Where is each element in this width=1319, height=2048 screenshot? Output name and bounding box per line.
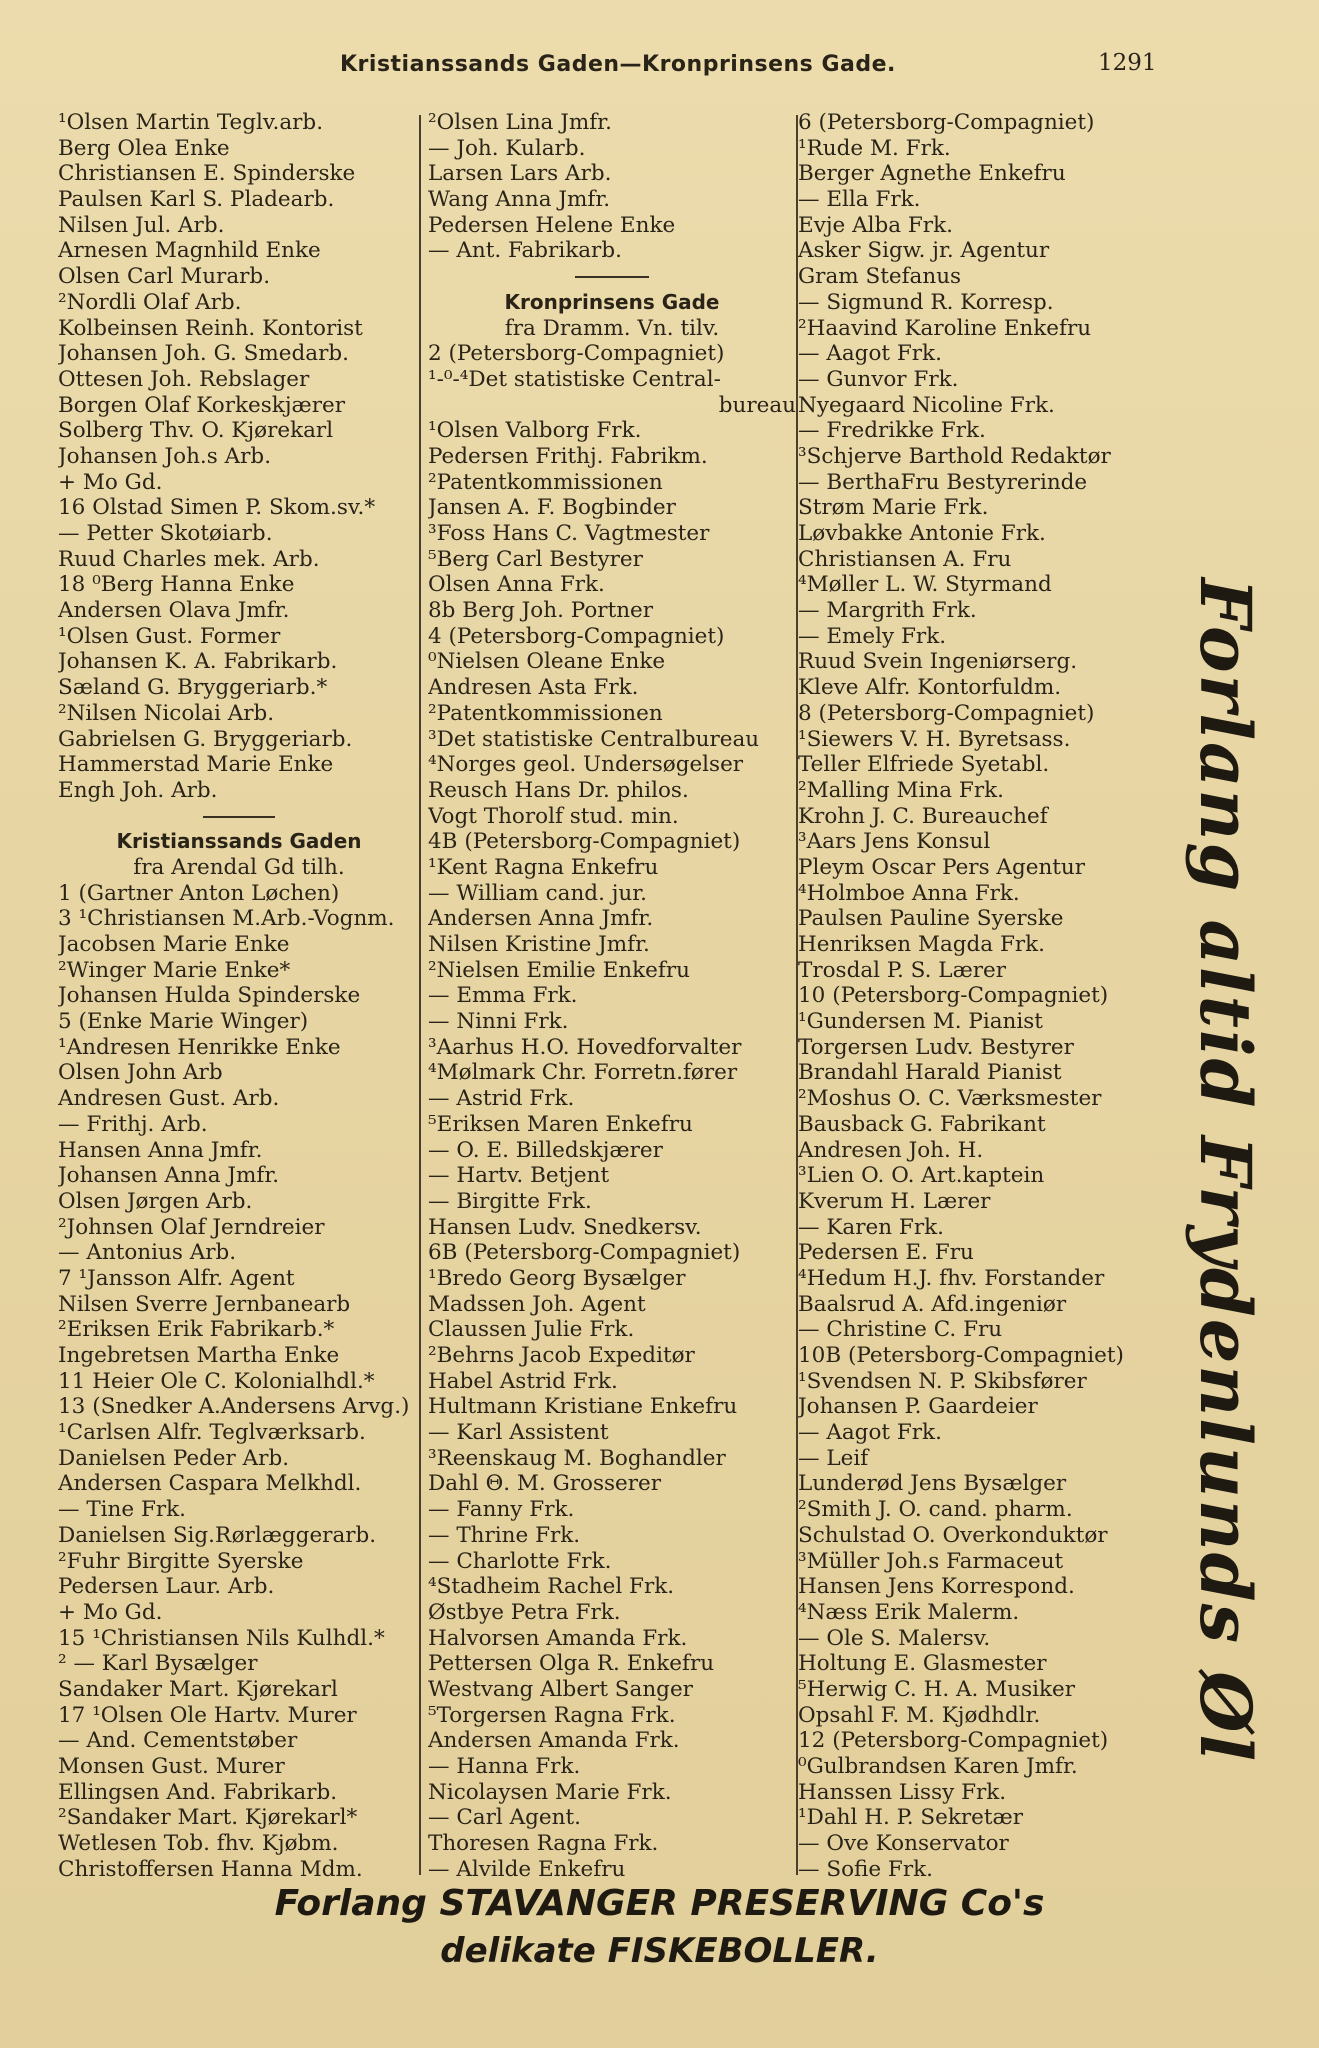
directory-entry: Hansen Jens Korrespond. xyxy=(798,1574,1075,1600)
directory-entry: Kleve Alfr. Kontorfuldm. xyxy=(798,675,1062,701)
directory-entry: Danielsen Peder Arb. xyxy=(58,1445,290,1471)
directory-entry: — Tine Frk. xyxy=(58,1497,187,1523)
directory-entry: — Alvilde Enkefru xyxy=(428,1856,626,1882)
directory-entry: ²Haavind Karoline Enkefru xyxy=(798,315,1092,341)
directory-entry: Solberg Thv. O. Kjørekarl xyxy=(58,418,334,444)
directory-entry: Andersen Caspara Melkhdl. xyxy=(58,1471,362,1497)
directory-entry: Vogt Thorolf stud. min. xyxy=(428,803,679,829)
directory-entry: ¹Andresen Henrikke Enke xyxy=(58,1034,341,1060)
directory-entry: — Karl Assistent xyxy=(428,1420,609,1446)
directory-entry: + Mo Gd. xyxy=(58,469,163,495)
directory-entry: Schulstad O. Overkonduktør xyxy=(798,1522,1108,1548)
directory-entry: ⁴Hedum H.J. fhv. Forstander xyxy=(798,1265,1105,1291)
directory-entry: Pedersen Laur. Arb. xyxy=(58,1574,275,1600)
directory-entry: 4B (Petersborg-Compagniet) xyxy=(428,829,741,855)
directory-entry: — Frithj. Arb. xyxy=(58,1111,208,1137)
directory-entry: ¹Bredo Georg Bysælger xyxy=(428,1265,686,1291)
directory-entry: — William cand. jur. xyxy=(428,880,647,906)
directory-entry: Andersen Olava Jmfr. xyxy=(58,598,290,624)
directory-entry: — Fredrikke Frk. xyxy=(798,418,986,444)
directory-entry: Halvorsen Amanda Frk. xyxy=(428,1625,688,1651)
directory-entry: Nyegaard Nicoline Frk. xyxy=(798,392,1055,418)
directory-entry: Hansen Anna Jmfr. xyxy=(58,1137,263,1163)
directory-entry: — Ella Frk. xyxy=(798,187,921,213)
directory-entry: ¹Rude M. Frk. xyxy=(798,135,951,161)
directory-entry: Opsahl F. M. Kjødhdlr. xyxy=(798,1702,1041,1728)
directory-entry: Ottesen Joh. Rebslager xyxy=(58,366,310,392)
directory-entry: ⁴Møller L. W. Styrmand xyxy=(798,572,1052,598)
directory-entry: ²Winger Marie Enke* xyxy=(58,957,291,983)
directory-entry: Christiansen E. Spinderske xyxy=(58,161,356,187)
directory-entry: 6B (Petersborg-Compagniet) xyxy=(428,1240,741,1266)
directory-entry: Olsen Carl Murarb. xyxy=(58,264,271,290)
directory-entry: Sandaker Mart. Kjørekarl xyxy=(58,1676,338,1702)
directory-entry: Larsen Lars Arb. xyxy=(428,161,612,187)
directory-entry: — Carl Agent. xyxy=(428,1805,581,1831)
directory-entry: Andresen Asta Frk. xyxy=(428,675,639,701)
directory-entry: ⁵Herwig C. H. A. Musiker xyxy=(798,1676,1076,1702)
directory-entry: Christiansen A. Fru xyxy=(798,546,1012,572)
column-2 xyxy=(428,110,796,1880)
directory-entry: Hammerstad Marie Enke xyxy=(58,752,334,778)
directory-entry: ⁵Berg Carl Bestyrer xyxy=(428,546,643,572)
directory-entry: Ellingsen And. Fabrikarb. xyxy=(58,1779,338,1805)
directory-entry: Henriksen Magda Frk. xyxy=(798,932,1046,957)
directory-entry: ²Smith J. O. cand. pharm. xyxy=(798,1497,1073,1523)
directory-entry: — Ove Konservator xyxy=(798,1831,1009,1857)
directory-entry: Torgersen Ludv. Bestyrer xyxy=(798,1034,1074,1060)
directory-entry: — Petter Skotøiarb. xyxy=(58,521,273,546)
directory-entry: Olsen John Arb xyxy=(58,1060,223,1086)
directory-entry: Jacobsen Marie Enke xyxy=(58,932,290,957)
directory-entry: Engh Joh. Arb. xyxy=(58,777,218,803)
directory-entry: Wang Anna Jmfr. xyxy=(428,187,611,213)
directory-entry: Andresen Gust. Arb. xyxy=(58,1086,280,1112)
directory-entry: Ruud Charles mek. Arb. xyxy=(58,546,320,572)
directory-entry: — Astrid Frk. xyxy=(428,1086,575,1112)
directory-entry: — Joh. Kularb. xyxy=(428,135,586,161)
directory-entry: Nilsen Kristine Jmfr. xyxy=(428,932,650,957)
section-divider xyxy=(428,264,796,290)
directory-entry: — Emely Frk. xyxy=(798,623,947,649)
directory-entry: Pedersen Helene Enke xyxy=(428,212,676,238)
directory-entry: ¹Siewers V. H. Byretsass. xyxy=(798,726,1071,752)
directory-entry: — Emma Frk. xyxy=(428,983,578,1009)
directory-entry: 11 Heier Ole C. Kolonialhdl.* xyxy=(58,1368,375,1394)
directory-entry: 18 ⁰Berg Hanna Enke xyxy=(58,572,295,598)
directory-entry: Johansen Anna Jmfr. xyxy=(58,1163,280,1189)
directory-entry: — Christine C. Fru xyxy=(798,1317,1003,1343)
directory-entry: 13 (Snedker A.Andersens Arvg.) xyxy=(58,1394,410,1420)
directory-entry: — Hartv. Betjent xyxy=(428,1163,610,1189)
directory-entry: ¹Olsen Valborg Frk. xyxy=(428,418,642,444)
directory-entry: ¹Dahl H. P. Sekretær xyxy=(798,1805,1024,1831)
directory-entry: ²Johnsen Olaf Jerndreier xyxy=(58,1214,325,1240)
directory-entry: Brandahl Harald Pianist xyxy=(798,1060,1062,1086)
directory-entry: ⁴Stadheim Rachel Frk. xyxy=(428,1574,675,1600)
directory-entry: Ingebretsen Martha Enke xyxy=(58,1343,340,1368)
directory-entry: — Leif xyxy=(798,1445,869,1471)
directory-entry: ⁴Mølmark Chr. Forretn.fører xyxy=(428,1060,738,1086)
directory-entry: Madssen Joh. Agent xyxy=(428,1291,646,1317)
directory-entry: Olsen Anna Frk. xyxy=(428,572,605,598)
directory-entry: 15 ¹Christiansen Nils Kulhdl.* xyxy=(58,1625,385,1651)
directory-entry: Johansen Joh. G. Smedarb. xyxy=(58,341,349,367)
directory-entry: Hanssen Lissy Frk. xyxy=(798,1779,1007,1805)
directory-entry: ³Schjerve Barthold Redaktør xyxy=(798,443,1111,469)
directory-entry: Hultmann Kristiane Enkefru xyxy=(428,1394,738,1420)
directory-entry: Andersen Anna Jmfr. xyxy=(428,906,654,932)
directory-entry: 6 (Petersborg-Compagniet) xyxy=(798,110,1095,135)
directory-entry: Habel Astrid Frk. xyxy=(428,1368,618,1394)
directory-entry: Johansen P. Gaardeier xyxy=(798,1394,1038,1420)
directory-entry: — Fanny Frk. xyxy=(428,1497,575,1523)
directory-entry: Thoresen Ragna Frk. xyxy=(428,1831,659,1857)
directory-entry: Pedersen Frithj. Fabrikm. xyxy=(428,443,708,469)
directory-entry: — Thrine Frk. xyxy=(428,1522,581,1548)
directory-entry: Østbye Petra Frk. xyxy=(428,1599,621,1625)
directory-entry: — O. E. Billedskjærer xyxy=(428,1137,663,1163)
directory-entry: Christoffersen Hanna Mdm. xyxy=(58,1856,363,1882)
directory-entry: Asker Sigw. jr. Agentur xyxy=(798,238,1050,264)
column-1 xyxy=(58,110,420,1880)
directory-entry: Trosdal P. S. Lærer xyxy=(798,957,1007,983)
directory-entry: — Aagot Frk. xyxy=(798,341,942,367)
directory-entry: ⁵Torgersen Ragna Frk. xyxy=(428,1702,676,1728)
directory-entry: ¹Olsen Gust. Former xyxy=(58,623,281,649)
directory-entry: Gabrielsen G. Bryggeriarb. xyxy=(58,726,353,752)
directory-entry: Evje Alba Frk. xyxy=(798,212,953,238)
directory-entry: ⁰Nielsen Oleane Enke xyxy=(428,649,666,675)
directory-entry: ¹Carlsen Alfr. Teglværksarb. xyxy=(58,1420,366,1446)
directory-entry: 12 (Petersborg-Compagniet) xyxy=(798,1728,1109,1754)
directory-entry: 3 ¹Christiansen M.Arb.-Vognm. xyxy=(58,906,395,932)
directory-entry: 2 (Petersborg-Compagniet) xyxy=(428,341,725,367)
directory-entry: Strøm Marie Frk. xyxy=(798,495,989,521)
directory-entry: Teller Elfriede Syetabl. xyxy=(798,752,1050,778)
directory-entry: Lunderød Jens Bysælger xyxy=(798,1471,1067,1497)
directory-entry: Johansen K. A. Fabrikarb. xyxy=(58,649,338,675)
directory-entry: 1 (Gartner Anton Løchen) xyxy=(58,880,340,906)
directory-entry: 10B (Petersborg-Compagniet) xyxy=(798,1343,1124,1368)
directory-entry: Wetlesen Tob. fhv. Kjøbm. xyxy=(58,1831,339,1857)
directory-entry: ⁴Næss Erik Malerm. xyxy=(798,1599,1020,1625)
directory-entry: ²Nilsen Nicolai Arb. xyxy=(58,700,275,726)
directory-entry: 4 (Petersborg-Compagniet) xyxy=(428,623,725,649)
directory-entry: Claussen Julie Frk. xyxy=(428,1317,635,1343)
directory-entry: Reusch Hans Dr. philos. xyxy=(428,777,689,803)
directory-entry: — Ninni Frk. xyxy=(428,1009,569,1035)
directory-entry: Ruud Svein Ingeniørserg. xyxy=(798,649,1078,675)
directory-entry: ³Aarhus H.O. Hovedforvalter xyxy=(428,1034,742,1060)
directory-entry: — Birgitte Frk. xyxy=(428,1188,592,1214)
directory-entry: Nilsen Jul. Arb. xyxy=(58,212,225,238)
directory-entry: Andersen Amanda Frk. xyxy=(428,1728,680,1754)
directory-entry: Johansen Hulda Spinderske xyxy=(58,983,361,1009)
directory-entry: ⁰Gulbrandsen Karen Jmfr. xyxy=(798,1754,1078,1779)
directory-entry: Paulsen Pauline Syerske xyxy=(798,906,1064,932)
directory-entry: — Gunvor Frk. xyxy=(798,366,959,392)
directory-entry: 10 (Petersborg-Compagniet) xyxy=(798,983,1109,1009)
directory-entry: ³Foss Hans C. Vagtmester xyxy=(428,521,710,546)
directory-entry: Sæland G. Bryggeriarb.* xyxy=(58,675,328,701)
side-advertisement-text: Forlang altid Frydenlunds Øl xyxy=(1183,577,1267,1763)
directory-entry: Kolbeinsen Reinh. Kontorist xyxy=(58,315,363,341)
directory-entry: — Sofie Frk. xyxy=(798,1856,933,1882)
directory-entry: — And. Cementstøber xyxy=(58,1728,298,1754)
directory-entry: Dahl Θ. M. Grosserer xyxy=(428,1471,662,1497)
directory-entry: — Aagot Frk. xyxy=(798,1420,942,1446)
directory-entry: ⁵Eriksen Maren Enkefru xyxy=(428,1111,693,1137)
directory-entry: Borgen Olaf Korkeskjærer xyxy=(58,392,345,418)
directory-entry: ²Malling Mina Frk. xyxy=(798,777,1004,803)
directory-entry: ²Sandaker Mart. Kjørekarl* xyxy=(58,1805,358,1831)
footer-advertisement xyxy=(0,1880,1319,1974)
directory-entry: ²Fuhr Birgitte Syerske xyxy=(58,1548,304,1574)
directory-entry: ¹Svendsen N. P. Skibsfører xyxy=(798,1368,1087,1394)
directory-entry: ²Moshus O. C. Værksmester xyxy=(798,1086,1102,1112)
directory-entry: ¹Olsen Martin Teglv.arb. xyxy=(58,110,324,135)
directory-entry: 8b Berg Joh. Portner xyxy=(428,598,654,624)
street-heading: Kronprinsens Gade xyxy=(504,289,720,314)
directory-entry: — Antonius Arb. xyxy=(58,1240,237,1266)
directory-entry: ³Aars Jens Konsul xyxy=(798,829,991,855)
directory-entry: — Margrith Frk. xyxy=(798,598,977,624)
directory-entry: Johansen Joh.s Arb. xyxy=(58,443,272,469)
side-advertisement xyxy=(1180,450,1270,1890)
directory-entry: Holtung E. Glasmester xyxy=(798,1651,1047,1677)
directory-entry: Paulsen Karl S. Pladearb. xyxy=(58,187,335,213)
directory-entry: Westvang Albert Sanger xyxy=(428,1676,693,1702)
directory-entry: ⁴Holmboe Anna Frk. xyxy=(798,880,1020,906)
directory-entry: Løvbakke Antonie Frk. xyxy=(798,521,1046,546)
directory-entry: Jansen A. F. Bogbinder xyxy=(428,495,676,521)
directory-entry: Pettersen Olga R. Enkefru xyxy=(428,1651,715,1677)
directory-entry: — Karen Frk. xyxy=(798,1214,944,1240)
directory-entry: ³Det statistiske Centralbureau xyxy=(428,726,760,752)
directory-entry: ³Lien O. O. Art.kaptein xyxy=(798,1163,1045,1189)
directory-entry: ²Olsen Lina Jmfr. xyxy=(428,110,612,135)
page-number: 1291 xyxy=(1098,50,1157,76)
directory-entry: 17 ¹Olsen Ole Hartv. Murer xyxy=(58,1702,357,1728)
section-divider xyxy=(58,804,420,830)
directory-entry: Nilsen Sverre Jernbanearb xyxy=(58,1291,351,1317)
directory-entry: — BerthaFru Bestyrerinde xyxy=(798,469,1088,495)
directory-entry: Hansen Ludv. Snedkersv. xyxy=(428,1214,702,1240)
directory-entry: 8 (Petersborg-Compagniet) xyxy=(798,700,1095,726)
directory-entry: Bausback G. Fabrikant xyxy=(798,1111,1046,1137)
street-heading: Kristianssands Gaden xyxy=(116,829,362,854)
directory-entry: Nicolaysen Marie Frk. xyxy=(428,1779,672,1805)
directory-entry: bureau xyxy=(718,392,796,418)
directory-entry: — Charlotte Frk. xyxy=(428,1548,612,1574)
directory-entry: 7 ¹Jansson Alfr. Agent xyxy=(58,1265,295,1291)
directory-entry: ²Patentkommissionen xyxy=(428,700,663,726)
directory-entry: Berger Agnethe Enkefru xyxy=(798,161,1066,187)
directory-entry: — Sigmund R. Korresp. xyxy=(798,289,1054,315)
directory-entry: + Mo Gd. xyxy=(58,1599,163,1625)
directory-entry: ¹-⁰-⁴Det statistiske Central- xyxy=(428,366,721,392)
directory-entry: ¹Kent Ragna Enkefru xyxy=(428,854,659,880)
directory-entry: — Ole S. Malersv. xyxy=(798,1625,991,1651)
directory-entry: Berg Olea Enke xyxy=(58,135,230,161)
directory-entry: ²Patentkommissionen xyxy=(428,469,663,495)
directory-entry: Pedersen E. Fru xyxy=(798,1240,974,1266)
directory-entry: fra Dramm. Vn. tilv. xyxy=(504,315,720,341)
directory-entry: Gram Stefanus xyxy=(798,264,962,290)
directory-entry: fra Arendal Gd tilh. xyxy=(133,854,345,880)
directory-entry: Andresen Joh. H. xyxy=(798,1137,984,1163)
directory-entry: Arnesen Magnhild Enke xyxy=(58,238,321,264)
directory-entry: ²Behrns Jacob Expeditør xyxy=(428,1343,695,1368)
directory-entry: — Hanna Frk. xyxy=(428,1754,581,1779)
directory-entry: 5 (Enke Marie Winger) xyxy=(58,1009,309,1035)
directory-entry: Monsen Gust. Murer xyxy=(58,1754,285,1779)
directory-entry: ² — Karl Bysælger xyxy=(58,1651,258,1677)
directory-entry: ²Nielsen Emilie Enkefru xyxy=(428,957,690,983)
directory-entry: Olsen Jørgen Arb. xyxy=(58,1188,253,1214)
page-header-title: Kristianssands Gaden—Kronprinsens Gade. xyxy=(340,52,896,77)
directory-entry: 16 Olstad Simen P. Skom.sv.* xyxy=(58,495,376,521)
footer-ad-line-1: Forlang STAVANGER PRESERVING Co's xyxy=(274,1883,1045,1924)
column-3 xyxy=(798,110,1168,1880)
footer-ad-line-2: delikate FISKEBOLLER. xyxy=(440,1931,879,1971)
directory-entry: Kverum H. Lærer xyxy=(798,1188,991,1214)
directory-entry: ³Reenskaug M. Boghandler xyxy=(428,1445,726,1471)
directory-entry: Pleym Oscar Pers Agentur xyxy=(798,854,1086,880)
directory-entry: Baalsrud A. Afd.ingeniør xyxy=(798,1291,1067,1317)
directory-entry: ²Nordli Olaf Arb. xyxy=(58,289,242,315)
directory-entry: — Ant. Fabrikarb. xyxy=(428,238,622,264)
directory-entry: Krohn J. C. Bureauchef xyxy=(798,803,1048,829)
directory-entry: ³Müller Joh.s Farmaceut xyxy=(798,1548,1064,1574)
directory-entry: ⁴Norges geol. Undersøgelser xyxy=(428,752,744,778)
directory-entry: ²Eriksen Erik Fabrikarb.* xyxy=(58,1317,335,1343)
directory-entry: Danielsen Sig.Rørlæggerarb. xyxy=(58,1522,377,1548)
directory-entry: ¹Gundersen M. Pianist xyxy=(798,1009,1043,1035)
